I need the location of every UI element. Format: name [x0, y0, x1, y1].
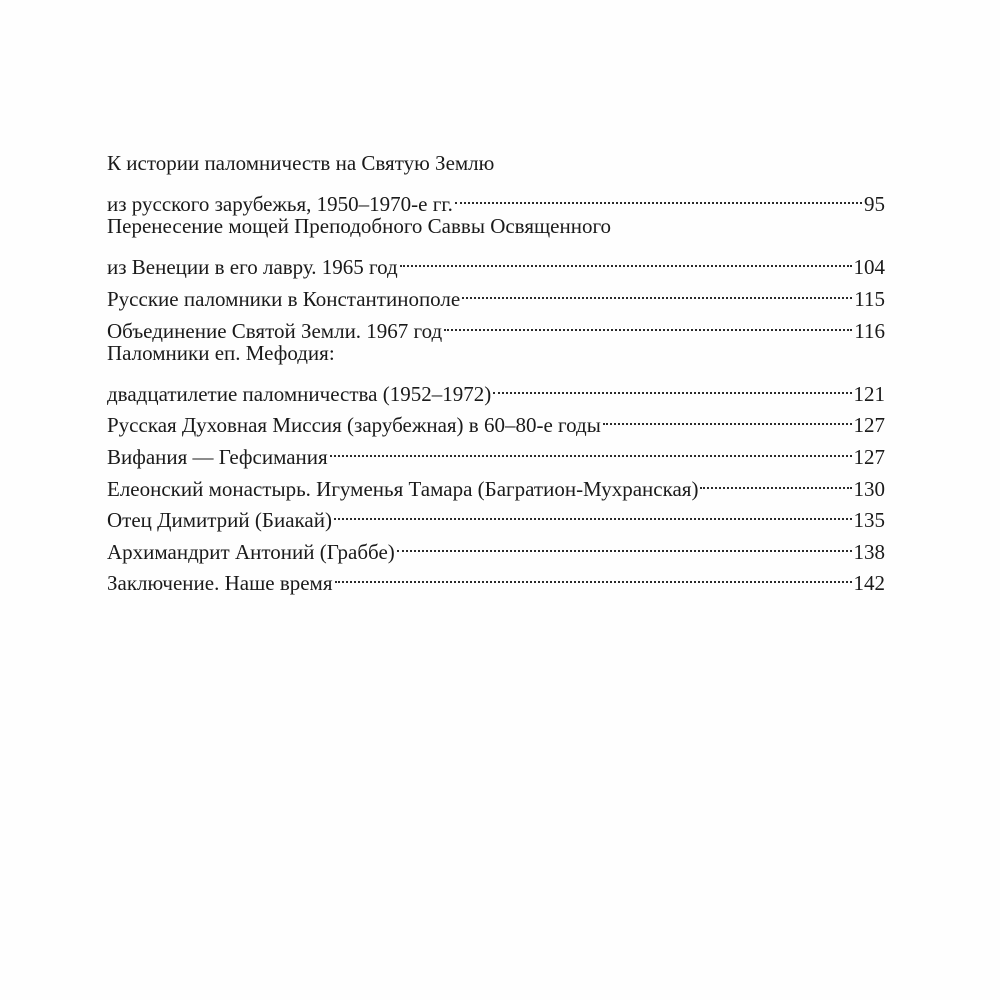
toc-entry-title: Русская Духовная Миссия (зарубежная) в 60–80-е годы: [107, 413, 601, 438]
dot-leader: [455, 180, 862, 212]
toc-entry-title: из русского зарубежья, 1950–1970-е гг.: [107, 192, 453, 217]
dot-leader: [397, 527, 852, 559]
dot-leader: [700, 464, 851, 496]
toc-entry-page: 127: [853, 413, 885, 438]
toc-entry-title: Перенесение мощей Преподобного Саввы Освященного: [107, 214, 612, 239]
toc-entry-title: Вифания — Гефсимания: [107, 444, 328, 469]
toc-entry-title: Паломники еп. Мефодия:: [107, 340, 335, 365]
toc-entry-page: 116: [854, 318, 885, 343]
toc-entry[interactable]: [107, 338, 885, 370]
toc-entry-page: 127: [853, 444, 885, 469]
dot-leader: [603, 401, 852, 433]
toc-entry[interactable]: [107, 243, 885, 280]
dot-leader: [330, 432, 852, 464]
toc-entry-title: Русские паломники в Константинополе: [107, 286, 461, 311]
table-of-contents: [107, 148, 885, 596]
dot-leader: [493, 369, 851, 401]
toc-entry-title: Заключение. Наше время: [107, 571, 333, 596]
toc-entry-title: Архимандрит Антоний (Граббе): [107, 539, 395, 564]
dot-leader: [400, 243, 852, 275]
toc-entry[interactable]: [107, 180, 885, 217]
toc-entry-page: 135: [853, 508, 885, 533]
toc-entry-title: двадцатилетие паломничества (1952–1972): [107, 381, 492, 406]
dot-leader: [335, 559, 852, 591]
toc-entry-title: из Венеции в его лавру. 1965 год: [107, 255, 398, 280]
toc-entry-page: 130: [853, 476, 885, 501]
toc-entry-title: Елеонский монастырь. Игуменья Тамара (Багратион-Мухранская): [107, 476, 699, 501]
toc-entry[interactable]: [107, 148, 885, 180]
toc-entry-title: К истории паломничеств на Святую Землю: [107, 151, 495, 175]
toc-entry-title: Объединение Святой Земли. 1967 год: [107, 318, 443, 343]
toc-entry-title: Отец Димитрий (Биакай): [107, 508, 332, 533]
toc-entry-page: 115: [854, 286, 885, 311]
toc-entry-page: 121: [853, 381, 885, 406]
toc-entry[interactable]: [107, 211, 885, 243]
dot-leader: [444, 306, 852, 338]
dot-leader: [334, 496, 852, 528]
toc-entry-page: 95: [864, 192, 885, 217]
toc-entry-page: 104: [853, 255, 885, 280]
toc-entry-page: 138: [853, 539, 885, 564]
toc-entry-page: 142: [853, 571, 885, 596]
dot-leader: [462, 274, 852, 306]
toc-entry[interactable]: [107, 369, 885, 406]
